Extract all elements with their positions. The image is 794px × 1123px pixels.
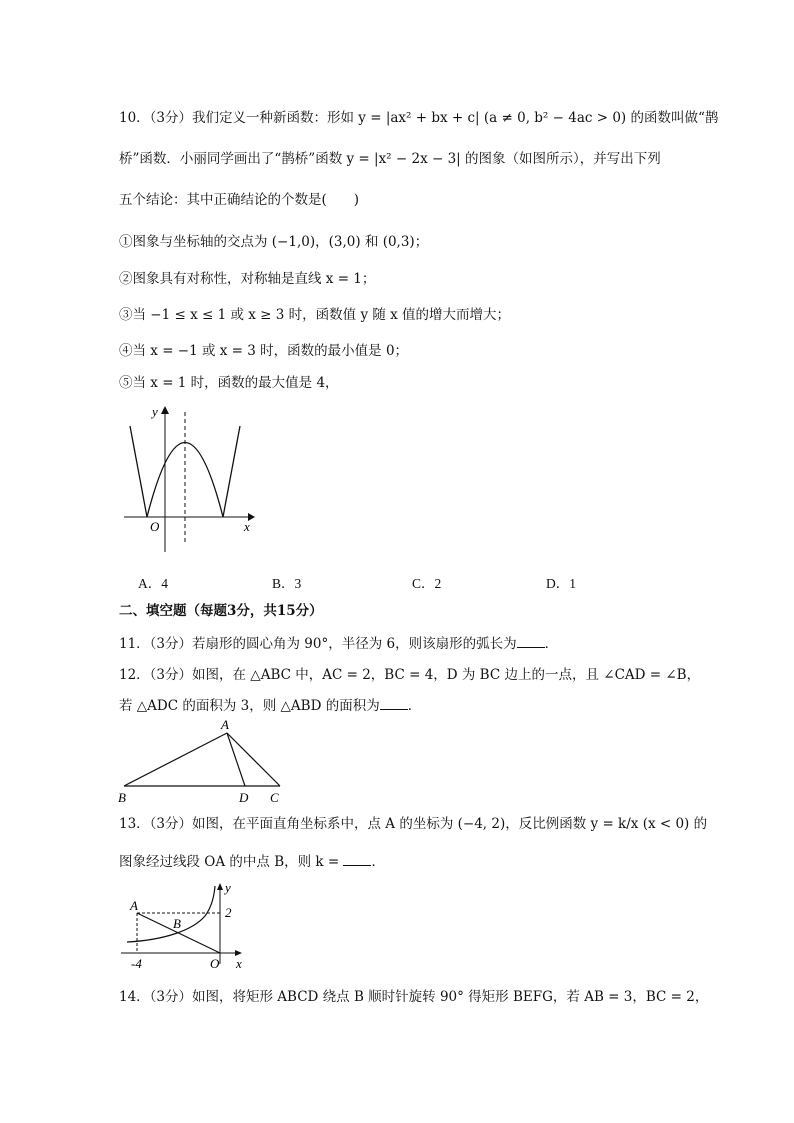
q10-conclusion-3: ③当 −1 ≤ x ≤ 1 或 x ≥ 3 时，函数值 y 随 x 值的增大而增大； <box>119 307 511 323</box>
q13-label-y: y <box>225 880 231 895</box>
q13-coordinate-figure <box>115 880 255 970</box>
q10-option-d[interactable]: D．1 <box>546 576 576 591</box>
q13-label-2: 2 <box>225 905 232 920</box>
q12-label-a: A <box>221 717 229 732</box>
q13-question: 图象经过线段 OA 的中点 B，则 k = <box>119 854 340 870</box>
q10-option-c[interactable]: C．2 <box>412 576 442 591</box>
q12-label-d: D <box>239 790 249 805</box>
q13-line2 <box>119 853 385 871</box>
q10-line1: 10．（3分）我们定义一种新函数：形如 y = |ax² + bx + c| (a ≠ 0, b² − 4ac > 0) 的函数叫做“鹊 <box>119 110 719 126</box>
q13-label-neg4: -4 <box>131 956 142 970</box>
q11-question: 11．（3分）若扇形的圆心角为 90°，半径为 6，则该扇形的弧长为 <box>119 636 517 652</box>
q10-line3: 五个结论：其中正确结论的个数是( ) <box>119 192 360 208</box>
q12-question: 若 △ADC 的面积为 3，则 △ABD 的面积为 <box>119 698 380 714</box>
q12-label-b: B <box>118 790 126 805</box>
q10-conclusion-5: ⑤当 x = 1 时，函数的最大值是 4， <box>119 375 339 391</box>
q11-answer-blank[interactable] <box>517 635 545 648</box>
q13-label-o: O <box>210 956 220 970</box>
q11-text <box>119 635 558 653</box>
q10-y-label: y <box>152 404 158 419</box>
q13-label-x: x <box>236 956 242 970</box>
q12-triangle-figure <box>115 716 295 806</box>
q10-x-label: x <box>244 519 250 534</box>
q11-end: ． <box>544 636 559 652</box>
q12-line2 <box>119 697 421 715</box>
q10-conclusion-1: ①图象与坐标轴的交点为 (−1,0)，(3,0) 和 (0,3)； <box>119 234 429 250</box>
q13-line1: 13．（3分）如图，在平面直角坐标系中，点 A 的坐标为 (−4, 2)，反比例函数 y = k/x (x < 0) 的 <box>119 816 708 832</box>
q12-answer-blank[interactable] <box>380 697 408 710</box>
q10-conclusion-4: ④当 x = −1 或 x = 3 时，函数的最小值是 0； <box>119 343 409 359</box>
q10-function-graph <box>120 404 260 554</box>
q13-label-a: A <box>130 898 138 913</box>
q12-label-c: C <box>270 790 279 805</box>
q13-end: ． <box>371 854 385 870</box>
q13-label-b: B <box>173 916 181 931</box>
q10-option-b[interactable]: B．3 <box>272 576 302 591</box>
q10-conclusion-2: ②图象具有对称性，对称轴是直线 x = 1； <box>119 271 376 287</box>
q10-line2: 桥”函数．小丽同学画出了“鹊桥”函数 y = |x² − 2x − 3| 的图象（如图所示），并写出下列 <box>119 151 661 167</box>
q14-line1: 14．（3分）如图，将矩形 ABCD 绕点 B 顺时针旋转 90° 得矩形 BEFG，若 AB = 3，BC = 2， <box>119 989 709 1005</box>
q12-line1: 12．（3分）如图，在 △ABC 中，AC = 2，BC = 4，D 为 BC 边上的一点，且 ∠CAD = ∠B， <box>119 667 701 683</box>
q12-end: ． <box>407 698 422 714</box>
section-title: 二、填空题（每题3分，共15分） <box>119 603 323 619</box>
q10-origin-label: O <box>150 519 160 534</box>
q13-answer-blank[interactable] <box>343 853 371 866</box>
q10-option-a[interactable]: A．4 <box>138 576 168 591</box>
